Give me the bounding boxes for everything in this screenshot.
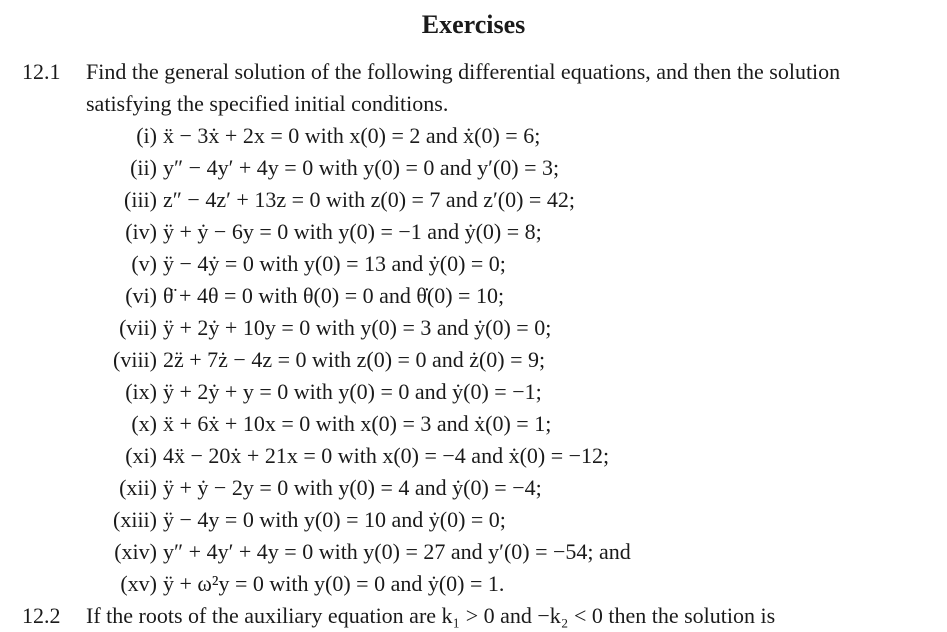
equation-text: z″ − 4z′ + 13z = 0 with z(0) = 7 and z′(0) = 42;	[163, 187, 575, 212]
equation-item	[0, 248, 947, 280]
item-label: (xi)	[125, 443, 157, 468]
equation-text: ẍ − 3ẋ + 2x = 0 with x(0) = 2 and ẋ(0) = 6;	[163, 123, 541, 148]
equation-text: ÿ − 4y = 0 with y(0) = 10 and ẏ(0) = 0;	[163, 507, 506, 532]
equation-item	[0, 504, 947, 536]
equation-item	[0, 120, 947, 152]
exercise-number: 12.2	[22, 603, 61, 628]
equation-text: ẍ + 6ẋ + 10x = 0 with x(0) = 3 and ẋ(0) = 1;	[163, 411, 552, 436]
item-label: (iii)	[124, 187, 157, 212]
item-label: (xiii)	[113, 507, 157, 532]
equation-item	[0, 152, 947, 184]
equation-item	[0, 536, 947, 568]
equation-text: y″ + 4y′ + 4y = 0 with y(0) = 27 and y′(0) = −54; and	[163, 539, 631, 564]
equation-text: ÿ + 2ẏ + 10y = 0 with y(0) = 3 and ẏ(0) = 0;	[163, 315, 552, 340]
item-label: (i)	[136, 123, 157, 148]
equation-text: 4ẍ − 20ẋ + 21x = 0 with x(0) = −4 and ẋ(0) = −12;	[163, 443, 610, 468]
item-label: (ix)	[125, 379, 157, 404]
exercise-number: 12.1	[22, 59, 61, 84]
equation-item	[0, 280, 947, 312]
item-label: (iv)	[125, 219, 157, 244]
item-label: (vi)	[125, 283, 157, 308]
equation-item	[0, 312, 947, 344]
equation-text: ÿ − 4ẏ = 0 with y(0) = 13 and ẏ(0) = 0;	[163, 251, 506, 276]
item-label: (ii)	[130, 155, 157, 180]
equation-text: y″ − 4y′ + 4y = 0 with y(0) = 0 and y′(0) = 3;	[163, 155, 560, 180]
equation-item	[0, 184, 947, 216]
equation-text: ÿ + ẏ − 2y = 0 with y(0) = 4 and ẏ(0) = −4;	[163, 475, 542, 500]
equation-item	[0, 376, 947, 408]
equation-item	[0, 440, 947, 472]
equation-item	[0, 408, 947, 440]
item-label: (viii)	[113, 347, 157, 372]
item-label: (xiv)	[114, 539, 157, 564]
item-label: (xv)	[120, 571, 157, 596]
exercise-prompt-line: Find the general solution of the following differential equations, and then the solution	[86, 59, 841, 84]
equation-text: θ̈ + 4θ = 0 with θ(0) = 0 and θ̇(0) = 10;	[163, 283, 505, 308]
item-label: (vii)	[119, 315, 157, 340]
item-label: (v)	[131, 251, 157, 276]
item-label: (x)	[131, 411, 157, 436]
equation-item	[0, 216, 947, 248]
equation-text: 2z̈ + 7ż − 4z = 0 with z(0) = 0 and ż(0) = 9;	[163, 347, 546, 372]
equation-item	[0, 344, 947, 376]
equation-item	[0, 568, 947, 600]
equation-text: ÿ + ẏ − 6y = 0 with y(0) = −1 and ẏ(0) = 8;	[163, 219, 542, 244]
exercise-prompt-line: If the roots of the auxiliary equation are k₁ > 0 and −k₂ < 0 then the solution is	[86, 603, 776, 628]
page-heading: Exercises	[421, 10, 526, 39]
exercise-prompt-line: satisfying the specified initial conditions.	[86, 91, 449, 116]
equation-text: ÿ + 2ẏ + y = 0 with y(0) = 0 and ẏ(0) = −1;	[163, 379, 542, 404]
equation-text: ÿ + ω²y = 0 with y(0) = 0 and ẏ(0) = 1.	[163, 571, 505, 596]
item-label: (xii)	[119, 475, 157, 500]
equation-item	[0, 472, 947, 504]
